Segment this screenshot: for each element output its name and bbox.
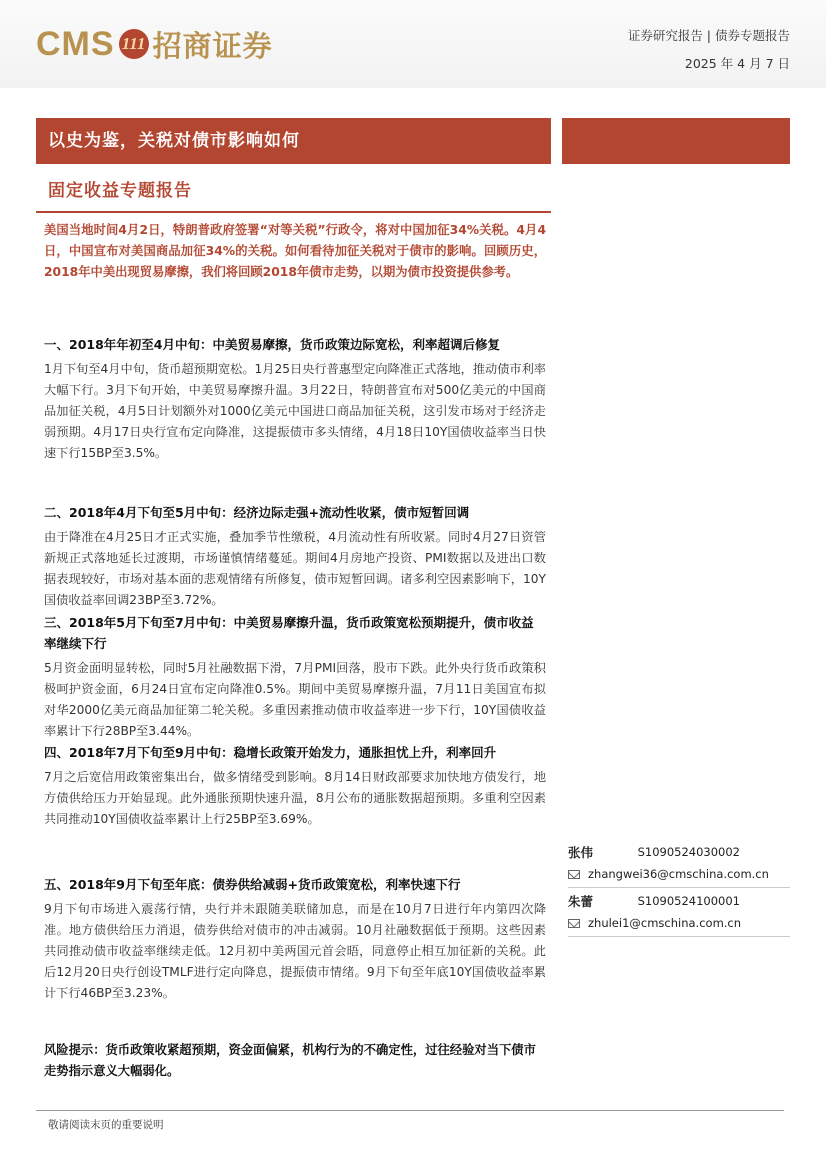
- analyst-divider: [568, 936, 790, 937]
- logo-mark-icon: 111: [119, 29, 149, 59]
- section-4: [44, 742, 546, 830]
- section-heading: 一、2018年年初至4月中旬：中美贸易摩擦，货币政策边际宽松，利率超调后修复: [44, 337, 500, 352]
- sidebar-header-bar: [562, 118, 790, 164]
- report-subtitle: 固定收益专题报告: [48, 181, 192, 201]
- section-body: 1月下旬至4月中旬，货币超预期宽松。1月25日央行普惠型定向降准正式落地，推动债市利率大幅下行。3月下旬开始，中美贸易摩擦升温。3月22日，特朗普宣布对500亿美元的中国商品加征关税，4月5日计划额外对1000亿美元中国进口商品加征关税，这引发市场对于经济走弱预期。4月17日央行宣布定向降准，这提振债市多头情绪，4月18日10Y国债收益率当日快速下行15BP至3.5%。: [44, 362, 546, 460]
- mail-icon: [568, 919, 580, 928]
- section-heading: 三、2018年5月下旬至7月中旬：中美贸易摩擦升温，货币政策宽松预期提升，债市收益率继续下行: [44, 615, 534, 651]
- analyst-email[interactable]: zhulei1@cmschina.com.cn: [588, 916, 742, 930]
- section-heading: 四、2018年7月下旬至9月中旬：稳增长政策开始发力，通胀担忧上升，利率回升: [44, 745, 497, 760]
- risk-warning: 风险提示：货币政策收紧超预期，资金面偏紧，机构行为的不确定性，过往经验对当下债市走势指示意义大幅弱化。: [44, 1043, 536, 1078]
- analyst-email[interactable]: zhangwei36@cmschina.com.cn: [588, 867, 769, 881]
- report-date: 2025 年 4 月 7 日: [684, 56, 790, 71]
- section-body: 5月资金面明显转松，同时5月社融数据下滑，7月PMI回落，股市下跌。此外央行货币政策积极呵护资金面，6月24日宣布定向降准0.5%。期间中美贸易摩擦升温，7月11日美国宣布拟对华2000亿美元商品加征第二轮关税。多重因素推动债市收益率进一步下行，10Y国债收益率累计下行28BP至3.44%。: [44, 661, 546, 738]
- analyst-name: 张伟: [568, 845, 594, 860]
- section-1: [44, 334, 546, 464]
- footer-divider: [36, 1110, 784, 1111]
- report-type: 证券研究报告 | 债券专题报告: [627, 28, 790, 43]
- footer-note: 敬请阅读末页的重要说明: [48, 1119, 164, 1131]
- title-divider: [36, 211, 551, 213]
- analyst-email-row: [568, 912, 790, 934]
- analyst-cert: S1090524100001: [637, 894, 740, 908]
- section-5: [44, 874, 546, 1004]
- mail-icon: [568, 870, 580, 879]
- section-body: 9月下旬市场进入震荡行情，央行并未跟随美联储加息，而是在10月7日进行年内第四次降准。地方债供给压力消退，债券供给对债市的冲击减弱。10月社融数据低于预期。这些因素共同推动债市收益率继续走低。12月初中美两国元首会晤，同意停止相互加征新的关税。此后12月20日央行创设TMLF进行定向降息，提振债市情绪。9月下旬至年底10Y国债收益率累计下行46BP至3.23%。: [44, 902, 546, 1000]
- analyst-name: 朱蕾: [568, 894, 594, 909]
- analyst-panel: [568, 841, 790, 939]
- section-body: 7月之后宽信用政策密集出台，做多情绪受到影响。8月14日财政部要求加快地方债发行，地方债供给压力开始显现。此外通胀预期快速升温，8月公布的通胀数据超预期。多重利空因素共同推动10Y国债收益率累计上行25BP至3.69%。: [44, 770, 546, 826]
- header-info: [628, 26, 790, 72]
- section-body: 由于降准在4月25日才正式实施，叠加季节性缴税，4月流动性有所收紧。同时4月27日资管新规正式落地延长过渡期，市场谨慎情绪蔓延。期间4月房地产投资、PMI数据以及进出口数据表现较好，市场对基本面的悲观情绪有所修复，债市短暂回调。诸多利空因素影响下，10Y国债收益率回调23BP至3.72%。: [44, 530, 546, 607]
- section-2: [44, 502, 546, 611]
- report-title: 以史为鉴，关税对债市影响如何: [36, 118, 551, 164]
- company-logo: [36, 22, 273, 66]
- section-heading: 五、2018年9月下旬至年底：债券供给减弱+货币政策宽松，利率快速下行: [44, 877, 461, 892]
- analyst-row: [568, 890, 790, 912]
- logo-cn-text: 招商证券: [152, 28, 273, 63]
- section-3: [44, 612, 546, 742]
- analyst-divider: [568, 887, 790, 888]
- abstract: 美国当地时间4月2日，特朗普政府签署“对等关税”行政令，将对中国加征34%关税。4月4日，中国宣布对美国商品加征34%的关税。如何看待加征关税对于债市的影响。回顾历史，2018年中美出现贸易摩擦，我们将回顾2018年债市走势，以期为债市投资提供参考。: [44, 223, 546, 279]
- logo-cms-text: CMS: [36, 24, 115, 63]
- analyst-row: [568, 841, 790, 863]
- analyst-cert: S1090524030002: [637, 845, 740, 859]
- section-heading: 二、2018年4月下旬至5月中旬：经济边际走强+流动性收紧，债市短暂回调: [44, 505, 470, 520]
- analyst-email-row: [568, 863, 790, 885]
